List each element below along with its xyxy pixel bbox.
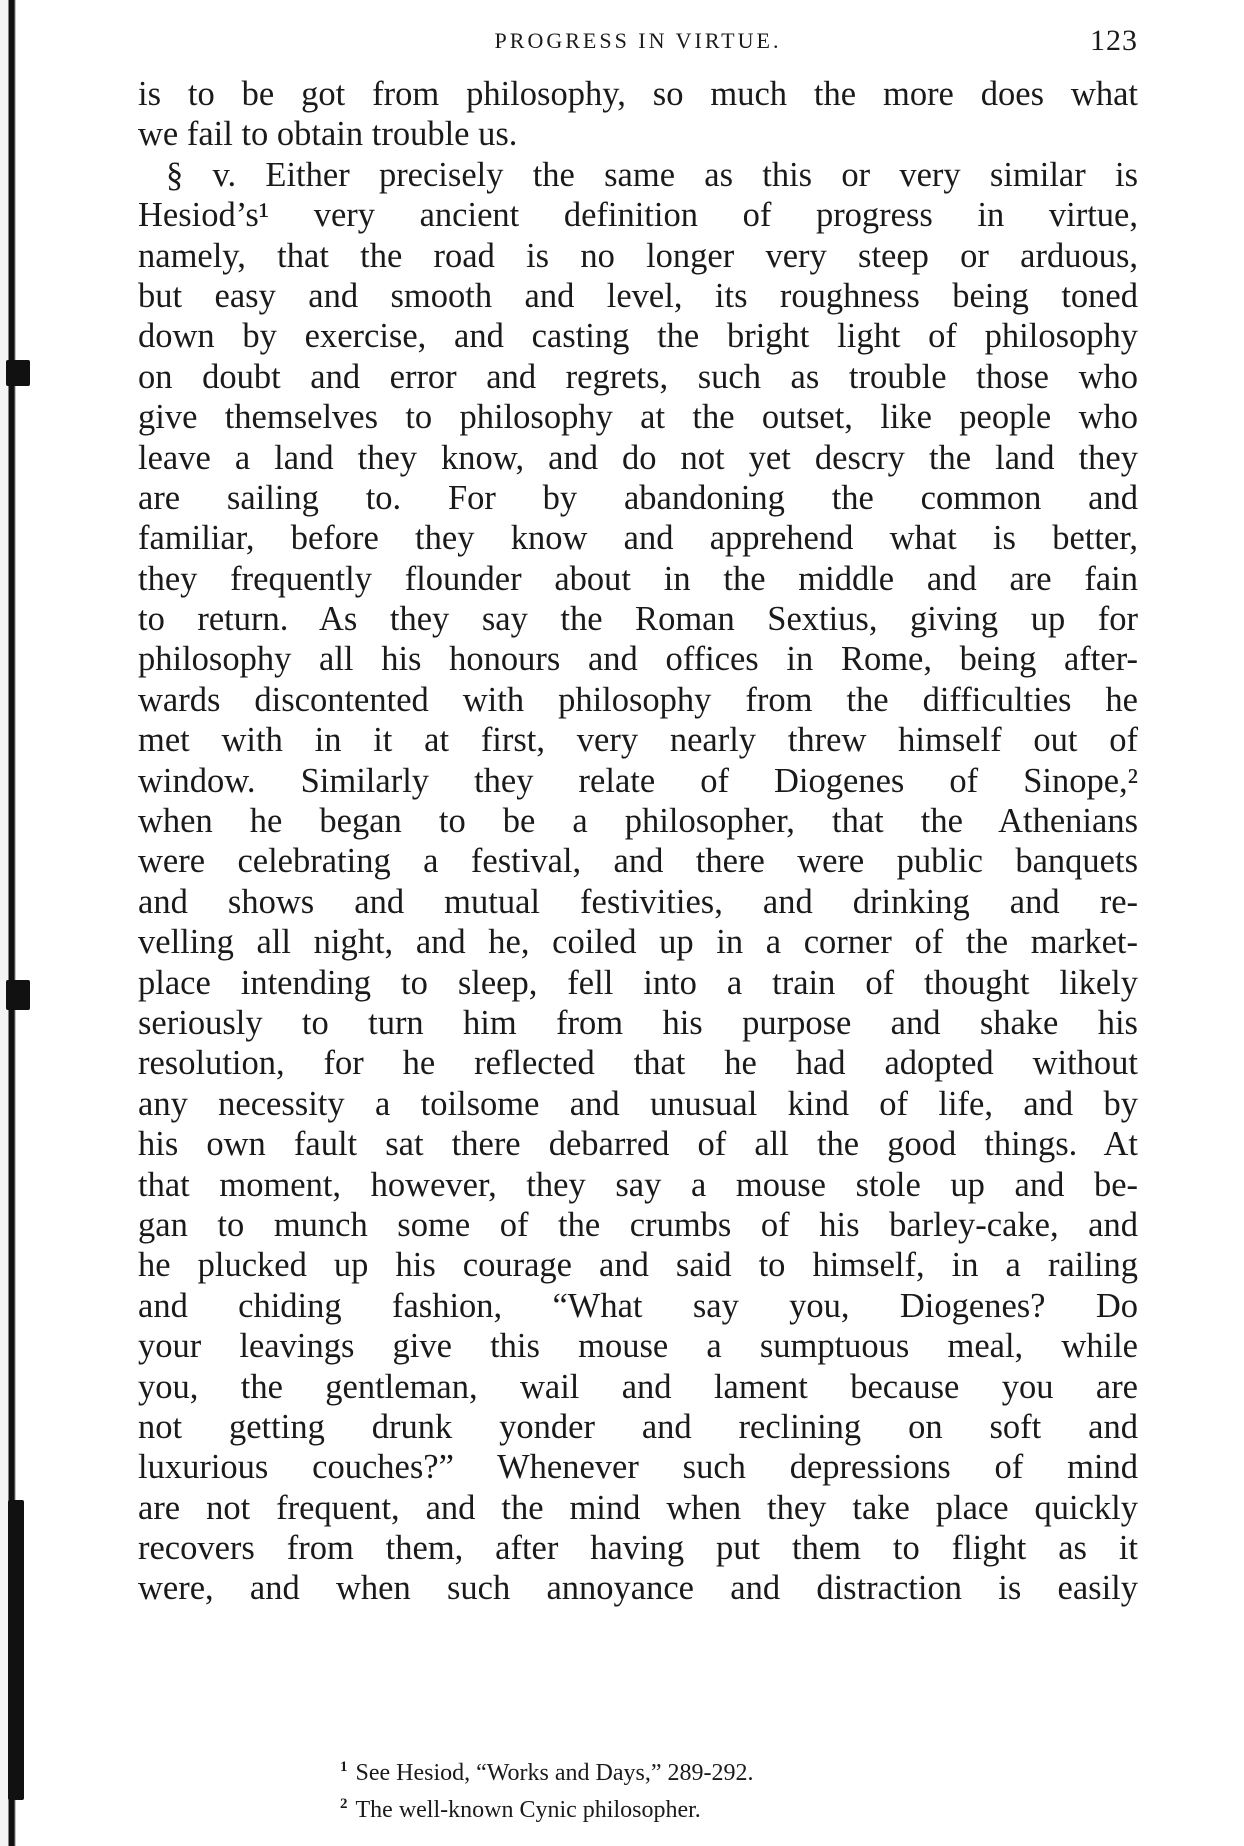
page-number: 123	[1090, 24, 1138, 57]
text-line: and shows and mutual festivities, and drinking and re-	[138, 882, 1138, 921]
text-line: are sailing to. For by abandoning the common and	[138, 478, 1138, 517]
text-line: his own fault sat there debarred of all the good things. At	[138, 1125, 1138, 1164]
text-line: were, and when such annoyance and distraction is easily	[138, 1569, 1138, 1608]
binding-mark	[6, 980, 30, 1010]
text-line: your leavings give this mouse a sumptuous meal, while	[138, 1327, 1138, 1366]
text-line: we fail to obtain trouble us.	[138, 115, 518, 154]
text-line: down by exercise, and casting the bright light of philosophy	[138, 317, 1138, 356]
text-line: but easy and smooth and level, its roughness being toned	[138, 276, 1138, 315]
footnote	[340, 1752, 1040, 1789]
text-line: leave a land they know, and do not yet descry the land they	[138, 438, 1138, 477]
text-line: met with in it at first, very nearly threw himself out of	[138, 721, 1138, 760]
text-line: resolution, for he reflected that he had adopted without	[138, 1044, 1138, 1083]
running-title: PROGRESS IN VIRTUE.	[494, 28, 782, 53]
text-line: seriously to turn him from his purpose and shake his	[138, 1003, 1138, 1042]
text-line: were celebrating a festival, and there were public banquets	[138, 842, 1138, 881]
running-head	[138, 24, 1138, 68]
text-line: are not frequent, and the mind when they take place quickly	[138, 1488, 1138, 1527]
footnote-number: 2	[340, 1796, 348, 1812]
footnote	[340, 1789, 1040, 1826]
text-line: window. Similarly they relate of Diogenes of Sinope,²	[138, 761, 1138, 800]
text-line: they frequently flounder about in the middle and are fain	[138, 559, 1138, 598]
text-line: recovers from them, after having put them to flight as it	[138, 1529, 1138, 1568]
footnote-text: See Hesiod, “Works and Days,” 289-292.	[355, 1760, 754, 1786]
text-line: and chiding fashion, “What say you, Diogenes? Do	[138, 1286, 1138, 1325]
text-line: give themselves to philosophy at the outset, like people who	[138, 398, 1138, 437]
text-line: luxurious couches?” Whenever such depressions of mind	[138, 1448, 1138, 1487]
binding-mark	[8, 1500, 24, 1800]
binding-mark	[6, 360, 30, 386]
text-line: when he began to be a philosopher, that the Athenians	[138, 802, 1138, 841]
footnote-number: 1	[340, 1759, 348, 1775]
text-line: velling all night, and he, coiled up in a corner of the market-	[138, 923, 1138, 962]
text-line: is to be got from philosophy, so much the more does what	[138, 75, 1138, 113]
text-line: place intending to sleep, fell into a train of thought likely	[138, 963, 1138, 1002]
text-line: you, the gentleman, wail and lament because you are	[138, 1367, 1138, 1406]
footnote-text: The well-known Cynic philosopher.	[355, 1797, 701, 1823]
text-line: gan to munch some of the crumbs of his barley-cake, and	[138, 1205, 1138, 1244]
text-line: not getting drunk yonder and reclining on soft and	[138, 1407, 1138, 1446]
text-line: philosophy all his honours and offices in Rome, being after-	[138, 640, 1138, 679]
text-line: to return. As they say the Roman Sextius, giving up for	[138, 600, 1138, 639]
text-line: namely, that the road is no longer very steep or arduous,	[138, 236, 1138, 275]
body-text	[138, 74, 1138, 1609]
text-line: he plucked up his courage and said to himself, in a railing	[138, 1246, 1138, 1285]
text-line: wards discontented with philosophy from the difficulties he	[138, 680, 1138, 719]
text-line: familiar, before they know and apprehend what is better,	[138, 519, 1138, 558]
footnotes	[340, 1752, 1040, 1826]
text-line: that moment, however, they say a mouse stole up and be-	[138, 1165, 1138, 1204]
text-line: on doubt and error and regrets, such as trouble those who	[138, 357, 1138, 396]
text-line: § v. Either precisely the same as this or very similar is	[166, 155, 1138, 194]
text-line: Hesiod’s¹ very ancient definition of progress in virtue,	[138, 196, 1138, 235]
text-line: any necessity a toilsome and unusual kind of life, and by	[138, 1084, 1138, 1123]
